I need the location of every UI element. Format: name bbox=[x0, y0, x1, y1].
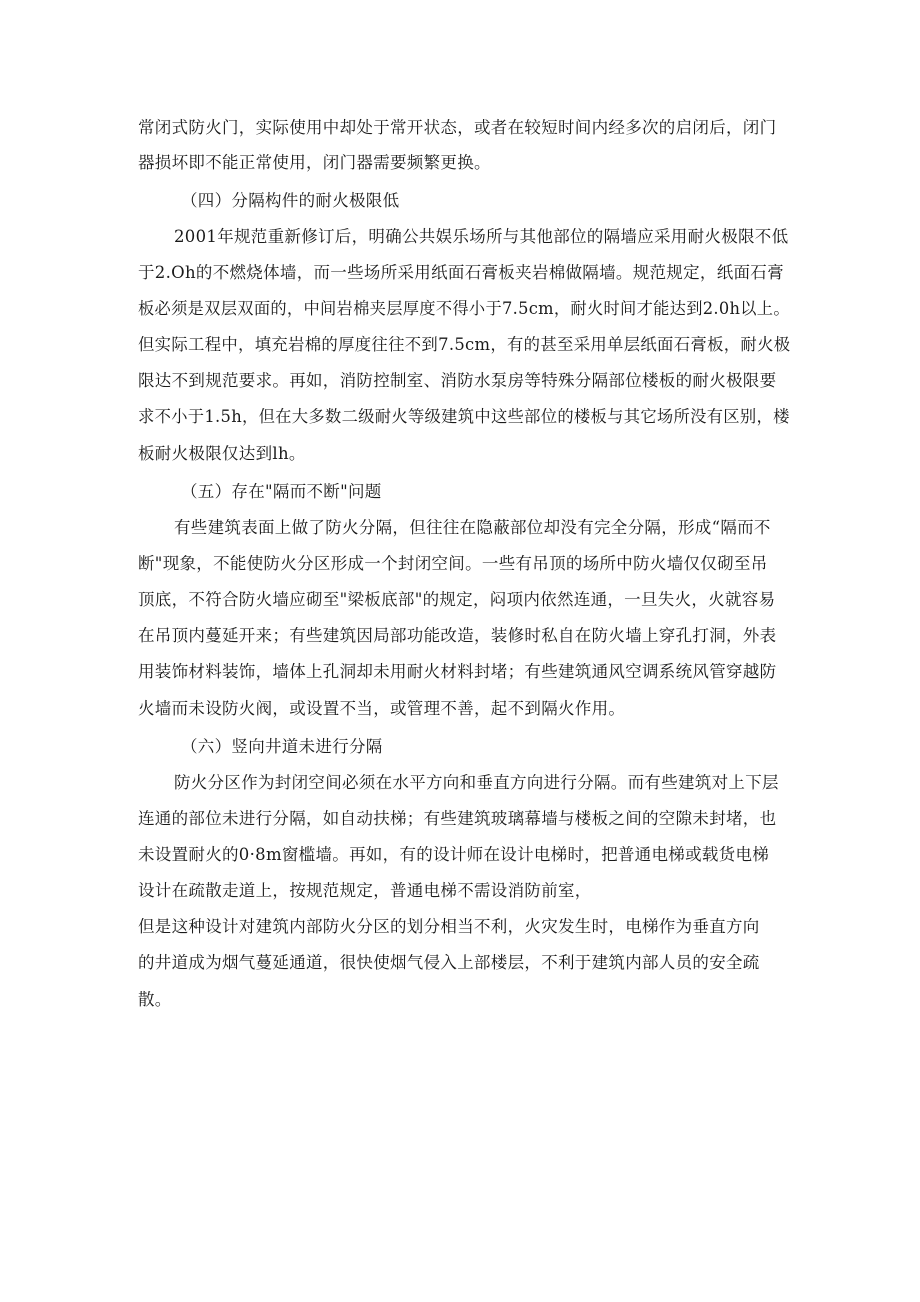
body-text-line: 常闭式防火门，实际使用中却处于常开状态，或者在较短时间内经多次的启闭后，闭门 bbox=[138, 118, 777, 137]
body-text-line: 的井道成为烟气蔓延通道，很快使烟气侵入上部楼层，不利于建筑内部人员的安全疏 bbox=[138, 953, 760, 972]
body-text-line: 器损坏即不能正常使用，闭门器需要频繁更换。 bbox=[138, 153, 491, 172]
body-text-line: 2001年规范重新修订后，明确公共娱乐场所与其他部位的隔墙应采用耐火极限不低 bbox=[174, 227, 789, 246]
body-text-line: 顶底，不符合防火墙应砌至"梁板底部"的规定，闷项内依然连通，一旦失火，火就容易 bbox=[138, 590, 776, 609]
body-text-line: 断"现象，不能使防火分区形成一个封闭空间。一些有吊顶的场所中防火墙仅仅砌至吊 bbox=[138, 554, 768, 573]
body-text-line: 连通的部位未进行分隔，如自动扶梯；有些建筑玻璃幕墙与楼板之间的空隙未封堵，也 bbox=[138, 809, 777, 828]
section-heading: （五）存在"隔而不断"问题 bbox=[181, 482, 382, 501]
body-text-line: 在吊顶内蔓延开来；有些建筑因局部功能改造，装修时私自在防火墙上穿孔打洞，外表 bbox=[138, 626, 777, 645]
body-text-line: 用装饰材料装饰，墙体上孔洞却未用耐火材料封堵；有些建筑通风空调系统风管穿越防 bbox=[138, 662, 777, 681]
body-text-line: 未设置耐火的0·8m窗槛墙。再如，有的设计师在设计电梯时，把普通电梯或载货电梯 bbox=[138, 845, 770, 864]
body-text-line: 但是这种设计对建筑内部防火分区的划分相当不利，火灾发生时，电梯作为垂直方向 bbox=[138, 917, 760, 936]
body-text-line: 散。 bbox=[138, 990, 172, 1009]
body-text-line: 板耐火极限仅达到lh。 bbox=[138, 444, 306, 463]
body-text-line: 设计在疏散走道上，按规范规定，普通电梯不需设消防前室， bbox=[138, 881, 592, 900]
section-heading: （四）分隔构件的耐火极限低 bbox=[181, 191, 400, 210]
body-text-line: 于2.Oh的不燃烧体墙，而一些场所采用纸面石膏板夹岩棉做隔墙。规范规定，纸面石膏 bbox=[138, 263, 784, 282]
body-text-line: 防火分区作为封闭空间必须在水平方向和垂直方向进行分隔。而有些建筑对上下层 bbox=[174, 773, 779, 792]
body-text-line: 求不小于1.5h，但在大多数二级耐火等级建筑中这些部位的楼板与其它场所没有区别，楼 bbox=[138, 407, 790, 426]
body-text-line: 火墙而未设防火阀，或设置不当，或管理不善，起不到隔火作用。 bbox=[138, 699, 626, 718]
body-text-line: 但实际工程中，填充岩棉的厚度往往不到7.5cm，有的甚至采用单层纸面石膏板，耐火极 bbox=[138, 335, 791, 354]
body-text-line: 限达不到规范要求。再如，消防控制室、消防水泵房等特殊分隔部位楼板的耐火极限要 bbox=[138, 371, 777, 390]
body-text-line: 板必须是双层双面的，中间岩棉夹层厚度不得小于7.5cm，耐火时间才能达到2.0h以上。 bbox=[138, 299, 790, 318]
body-text-line: 有些建筑表面上做了防火分隔，但往往在隐蔽部位却没有完全分隔，形成“隔而不 bbox=[174, 518, 771, 537]
section-heading: （六）竖向井道未进行分隔 bbox=[181, 737, 383, 756]
